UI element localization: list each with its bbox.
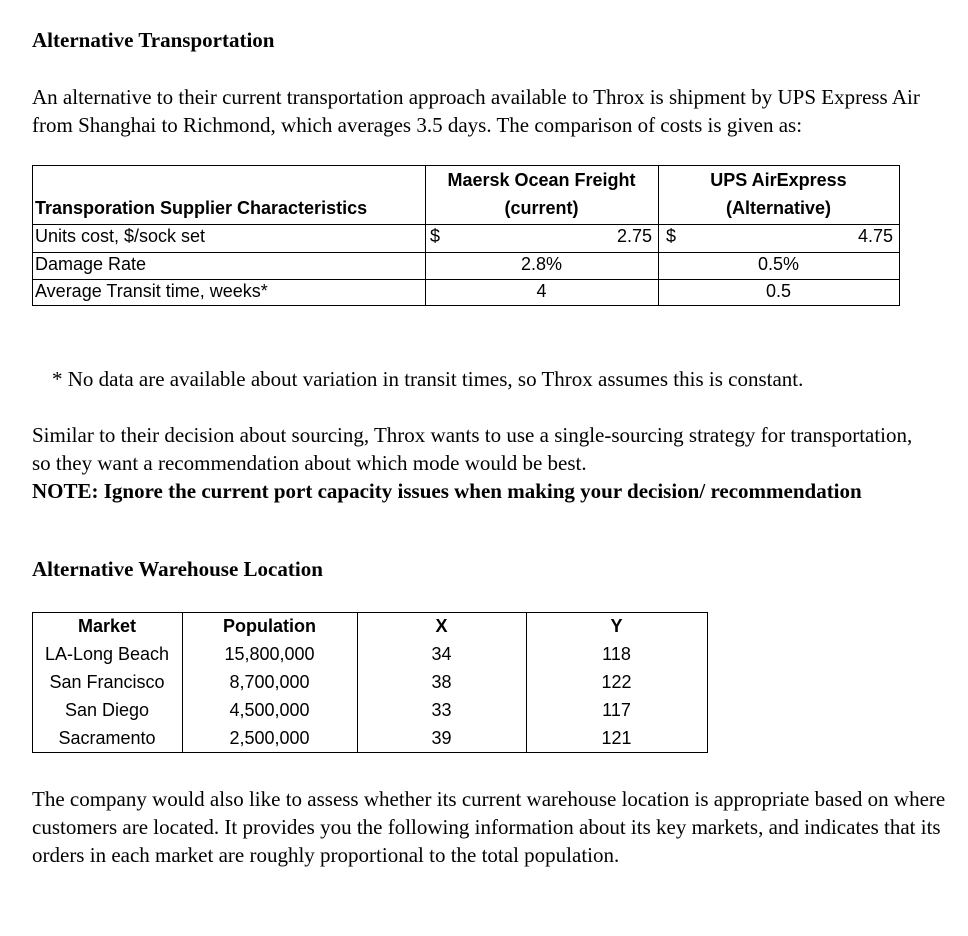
currency-symbol: $	[430, 226, 441, 246]
table-border	[32, 165, 900, 166]
row-label-damage-rate: Damage Rate	[35, 254, 147, 274]
market-x: 38	[431, 672, 452, 692]
ups-transit-time: 0.5	[765, 281, 792, 301]
table-border	[707, 612, 708, 753]
header-ups: UPS AirExpress	[710, 170, 847, 190]
market-name: Sacramento	[58, 728, 156, 748]
table-border	[32, 279, 900, 280]
market-population: 15,800,000	[224, 644, 315, 664]
maersk-damage-rate: 2.8%	[520, 254, 563, 274]
header-x: X	[435, 616, 448, 636]
table-border	[32, 252, 900, 253]
market-population: 8,700,000	[229, 672, 310, 692]
market-name: San Diego	[64, 700, 150, 720]
row-label-unit-cost: Units cost, $/sock set	[35, 226, 206, 246]
market-x: 34	[431, 644, 452, 664]
header-ups-sub: (Alternative)	[725, 198, 832, 218]
transport-intro-paragraph: An alternative to their current transportation approach available to Throx is shipment by UPS Express Air from Shanghai to Richmond, which averages 3.5 days. The comparison of costs is given as:	[32, 85, 920, 137]
section-heading-transportation: Alternative Transportation	[32, 28, 275, 52]
market-x: 39	[431, 728, 452, 748]
maersk-unit-cost: 2.75	[616, 226, 652, 246]
market-table	[32, 612, 708, 753]
market-y: 117	[602, 700, 631, 720]
transport-comparison-table	[32, 165, 900, 306]
header-maersk-sub: (current)	[504, 198, 579, 218]
ignore-port-capacity-note: NOTE: Ignore the current port capacity issues when making your decision/ recommendation	[32, 479, 862, 503]
sourcing-strategy-paragraph	[32, 421, 932, 505]
header-maersk: Maersk Ocean Freight	[447, 170, 636, 190]
table-border	[32, 305, 900, 306]
header-y: Y	[610, 616, 623, 636]
currency-symbol: $	[666, 226, 677, 246]
header-characteristics: Transporation Supplier Characteristics	[35, 198, 368, 218]
transit-time-footnote: * No data are available about variation in transit times, so Throx assumes this is constant.	[52, 367, 804, 391]
table-border	[899, 165, 900, 306]
table-border	[32, 224, 900, 225]
market-x: 33	[431, 700, 452, 720]
ups-unit-cost: 4.75	[857, 226, 893, 246]
table-border	[32, 165, 33, 306]
market-y: 122	[601, 672, 632, 692]
ups-damage-rate: 0.5%	[757, 254, 800, 274]
maersk-transit-time: 4	[536, 281, 547, 301]
market-name: LA-Long Beach	[44, 644, 170, 664]
market-population: 2,500,000	[229, 728, 310, 748]
market-y: 118	[602, 644, 631, 664]
table-border	[32, 752, 708, 753]
header-market: Market	[77, 616, 137, 636]
section-heading-warehouse: Alternative Warehouse Location	[32, 557, 323, 581]
warehouse-closing-paragraph: The company would also like to assess whether its current warehouse location is appropriate based on where customers are located. It provides you the following information about its key markets, and indicates that its orders in each market are roughly proportional to the total population.	[32, 787, 946, 867]
market-population: 4,500,000	[229, 700, 310, 720]
table-border	[32, 612, 708, 613]
market-y: 121	[601, 728, 632, 748]
strategy-text: Similar to their decision about sourcing, Throx wants to use a single-sourcing strategy for transportation, so they want a recommendation about which mode would be best.	[32, 423, 913, 475]
market-name: San Francisco	[49, 672, 165, 692]
row-label-transit-time: Average Transit time, weeks*	[35, 281, 268, 301]
header-population: Population	[223, 616, 316, 636]
